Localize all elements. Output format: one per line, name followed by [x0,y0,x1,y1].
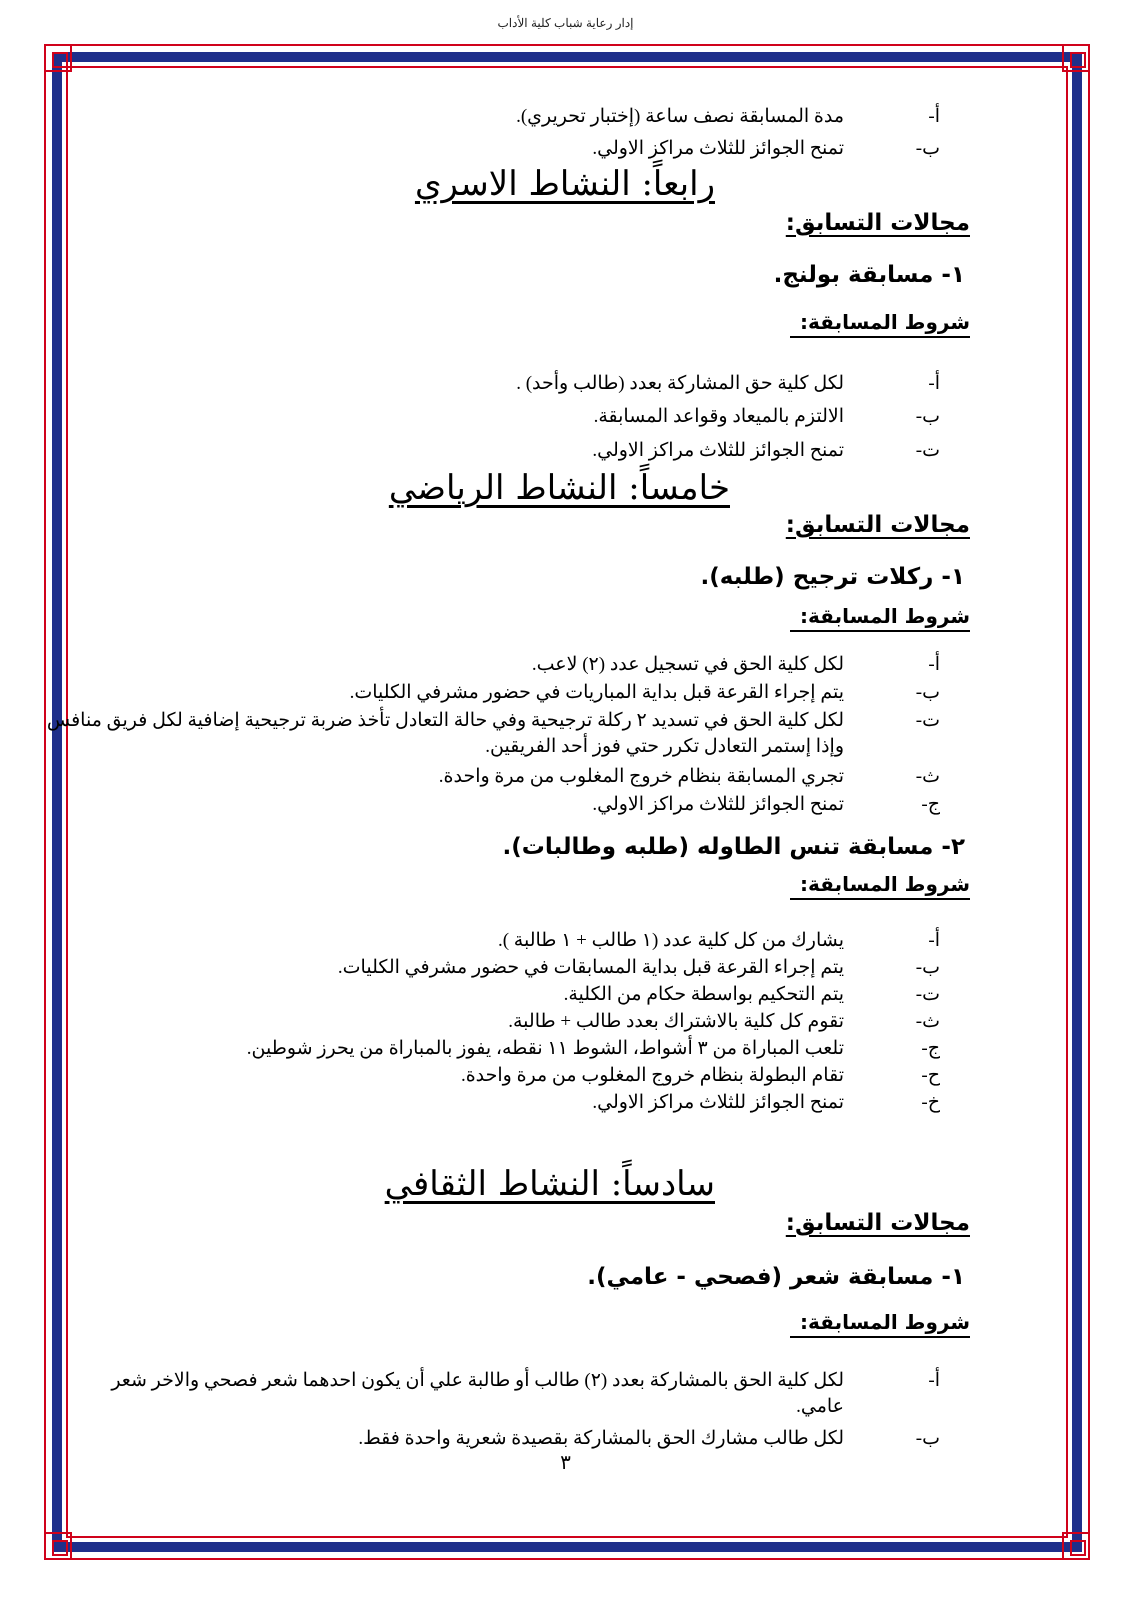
list-text: لكل كلية الحق في تسديد ٢ ركلة ترجيحية وفي حالة التعادل تأخذ ضربة ترجيحية إضافية لكل فريق منافس وإذا إستمر التعادل تكرر حتي فوز أحد الفريقين. [46,710,844,757]
list-marker: ج- [921,1038,940,1059]
section-heading: خامساً: النشاط الرياضي [388,468,730,508]
list-marker: ت- [915,984,940,1005]
list-text: لكل طالب مشارك الحق بالمشاركة بقصيدة شعرية واحدة فقط. [358,1428,844,1449]
section-heading: رابعاً: النشاط الاسري [414,164,715,204]
fields-title: مجالات التسابق: [785,210,970,236]
list-text: لكل كلية الحق بالمشاركة بعدد (٢) طالب أو طالبة علي أن يكون احدهما شعر فصحي والاخر شعر عامي. [111,1370,844,1417]
list-marker: أ- [928,106,940,127]
list-marker: خ- [921,1092,940,1113]
corner-ornament [1062,1532,1090,1560]
list-marker: ث- [915,766,940,787]
list-marker: أ- [928,1370,940,1391]
list-marker: ث- [915,1011,940,1032]
competition-title: ١- ركلات ترجيح (طلبه). [700,564,965,590]
list-marker: ب- [915,957,940,978]
corner-ornament [44,1532,72,1560]
section-heading: سادساً: النشاط الثقافي [384,1164,715,1204]
list-text: تمنح الجوائز للثلاث مراكز الاولي. [592,440,844,461]
list-marker: ب- [915,406,940,427]
list-marker: ج- [921,794,940,815]
list-marker: أ- [928,930,940,951]
list-text: تلعب المباراة من ٣ أشواط، الشوط ١١ نقطه، يفوز بالمباراة من يحرز شوطين. [246,1038,844,1059]
conditions-title: شروط المسابقة: [790,604,970,632]
list-marker: أ- [928,654,940,675]
list-marker: أ- [928,373,940,394]
list-text: يشارك من كل كلية عدد (١ طالب + ١ طالبة ). [497,930,844,951]
page-number: ٣ [560,1450,571,1474]
page-header: إدار رعاية شباب كلية الأداب [497,16,634,30]
list-marker: ب- [915,682,940,703]
list-marker: ت- [915,440,940,461]
fields-title: مجالات التسابق: [785,1210,970,1236]
list-text: الالتزم بالميعاد وقواعد المسابقة. [593,406,844,427]
list-text: تقوم كل كلية بالاشتراك بعدد طالب + طالبة. [508,1011,844,1032]
list-text: يتم التحكيم بواسطة حكام من الكلية. [563,984,844,1005]
competition-title: ١- مسابقة شعر (فصحي - عامي). [587,1264,965,1290]
list-text: تمنح الجوائز للثلاث مراكز الاولي. [592,138,844,159]
list-text: يتم إجراء القرعة قبل بداية المباريات في حضور مشرفي الكليات. [349,682,844,703]
list-text: تجري المسابقة بنظام خروج المغلوب من مرة واحدة. [438,766,844,787]
conditions-title: شروط المسابقة: [790,310,970,338]
list-text: تمنح الجوائز للثلاث مراكز الاولي. [592,1092,844,1113]
list-marker: ب- [915,138,940,159]
list-marker: ح- [921,1065,940,1086]
list-text: تقام البطولة بنظام خروج المغلوب من مرة واحدة. [460,1065,844,1086]
list-text: يتم إجراء القرعة قبل بداية المسابقات في حضور مشرفي الكليات. [337,957,844,978]
list-text: لكل كلية الحق في تسجيل عدد (٢) لاعب. [531,654,844,675]
list-marker: ب- [915,1428,940,1449]
corner-ornament [1062,44,1090,72]
list-text: لكل كلية حق المشاركة بعدد (طالب وأحد) . [516,373,844,394]
list-marker: ت- [915,710,940,731]
competition-title: ٢- مسابقة تنس الطاوله (طلبه وطالبات). [502,834,965,860]
fields-title: مجالات التسابق: [785,512,970,538]
corner-ornament [44,44,72,72]
conditions-title: شروط المسابقة: [790,1310,970,1338]
list-text: مدة المسابقة نصف ساعة (إختبار تحريري). [516,106,844,127]
competition-title: ١- مسابقة بولنج. [773,262,965,288]
list-text: تمنح الجوائز للثلاث مراكز الاولي. [592,794,844,815]
conditions-title: شروط المسابقة: [790,872,970,900]
